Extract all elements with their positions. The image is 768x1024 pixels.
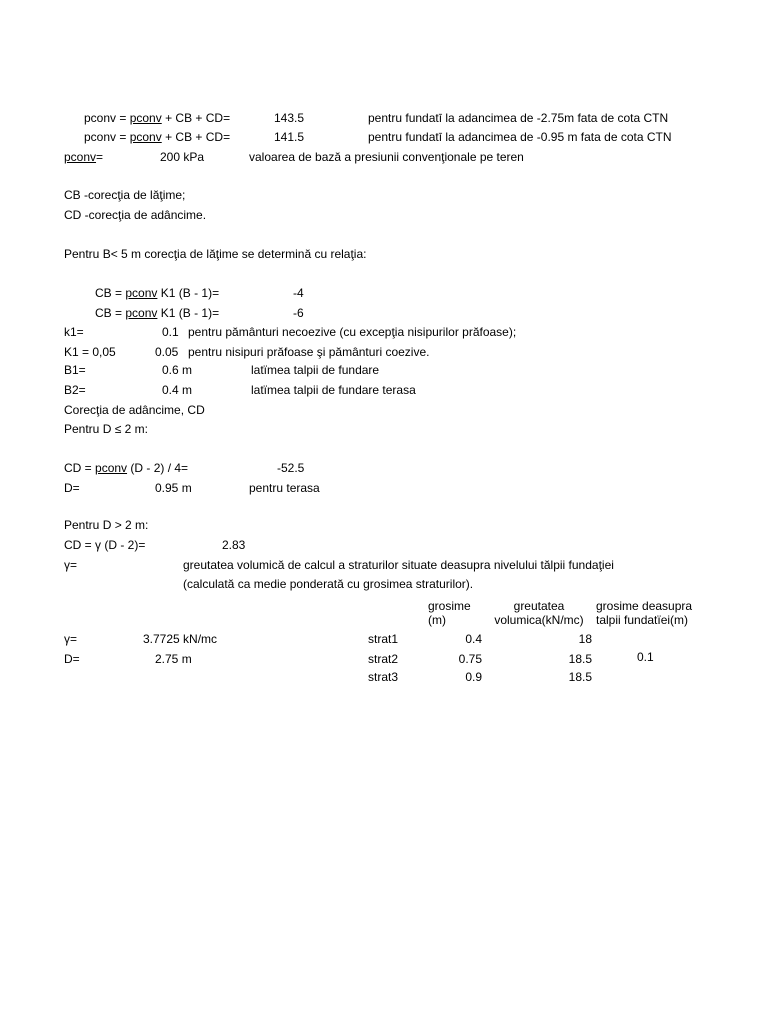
param-K1-label: K1 = 0,05 [64,345,116,359]
header-deasupra: grosime deasupra [596,599,693,613]
depth-title: Corecţia de adâncime, CD [64,403,205,417]
strat-grosime-3: 0.9 [465,670,482,684]
header-greutate-unit: volumica(kN/mc) [494,613,584,627]
width-rule-text: Pentru B< 5 m corecţia de lăţime se determină cu relaţia: [64,247,367,261]
cb-formula-1: CB = pconv K1 (B - 1)= [95,286,220,300]
gamma-def-line1: greutatea volumică de calcul a straturilor situate deasupra nivelului tălpii fundaţiei [183,558,614,572]
cb-value-1: -4 [293,286,304,300]
cb-formula-2: CB = pconv K1 (B - 1)= [95,306,220,320]
cd-formula-1: CD = pconv (D - 2) / 4= [64,461,189,475]
header-grosime-unit: (m) [428,613,446,627]
d2-label: D= [64,652,80,666]
pconv-formula-2: pconv = pconv + CB + CD= [84,130,231,144]
gamma-def-label: γ= [64,558,78,572]
header-greutate: greutatea [513,599,565,613]
d2-value: 2.75 m [155,652,192,666]
header-grosime: grosime [428,599,471,613]
gamma-def-line2: (calculată ca medie ponderată cu grosimea straturilor). [183,577,474,591]
param-k1-desc: pentru pământuri necoezive (cu excepţia nisipurilor prăfoase); [188,325,517,339]
deasupra-value: 0.1 [637,650,654,664]
d1-desc: pentru terasa [249,481,320,495]
param-b1-label: B1= [64,363,86,377]
definition-cb: CB -corecţia de lăţime; [64,188,186,202]
strat-greutate-3: 18.5 [568,670,592,684]
strat-greutate-2: 18.5 [568,652,592,666]
pconv-base-desc: valoarea de bază a presiunii convenţionale pe teren [249,150,524,164]
pconv-value-1: 143.5 [274,111,305,125]
cd-value-2: 2.83 [222,538,246,552]
pconv-desc-2: pentru fundatī la adancimea de -0.95 m fata de cota CTN [368,130,672,144]
depth-case-1: Pentru D ≤ 2 m: [64,422,148,436]
strat-name-3: strat3 [368,670,399,684]
param-b2-value: 0.4 m [162,383,193,397]
param-K1-desc: pentru nisipuri prăfoase şi pământuri coezive. [188,345,430,359]
d1-value: 0.95 m [155,481,192,495]
strat-grosime-2: 0.75 [458,652,482,666]
strat-name-1: strat1 [368,632,399,646]
cb-value-2: -6 [293,306,304,320]
strat-name-2: strat2 [368,652,399,666]
strat-greutate-1: 18 [578,632,592,646]
header-deasupra-unit: talpii fundatïei(m) [596,613,689,627]
d1-label: D= [64,481,80,495]
pconv-base-label: pconv= [64,150,104,164]
pconv-desc-1: pentru fundatī la adancimea de -2.75m fata de cota CTN [368,111,669,125]
depth-case-2: Pentru D > 2 m: [64,518,149,532]
gamma-result-label: γ= [64,632,78,646]
param-k1-value: 0.1 [162,325,179,339]
param-k1-label: k1= [64,325,84,339]
pconv-underlined: pconv [129,130,162,144]
cd-formula-2: CD = γ (D - 2)= [64,538,146,552]
param-b2-label: B2= [64,383,86,397]
gamma-result-value: 3.7725 kN/mc [143,632,218,646]
strat-grosime-1: 0.4 [465,632,482,646]
param-b1-value: 0.6 m [162,363,193,377]
pconv-underlined: pconv [129,111,162,125]
definition-cd: CD -corecţia de adâncime. [64,208,207,222]
param-K1-value: 0.05 [155,345,179,359]
pconv-value-2: 141.5 [274,130,305,144]
cd-value-1: -52.5 [277,461,305,475]
param-b1-desc: latïmea talpii de fundare [251,363,380,377]
pconv-base-value: 200 kPa [160,150,205,164]
pconv-formula-1: pconv = pconv + CB + CD= [84,111,231,125]
param-b2-desc: latïmea talpii de fundare terasa [251,383,416,397]
